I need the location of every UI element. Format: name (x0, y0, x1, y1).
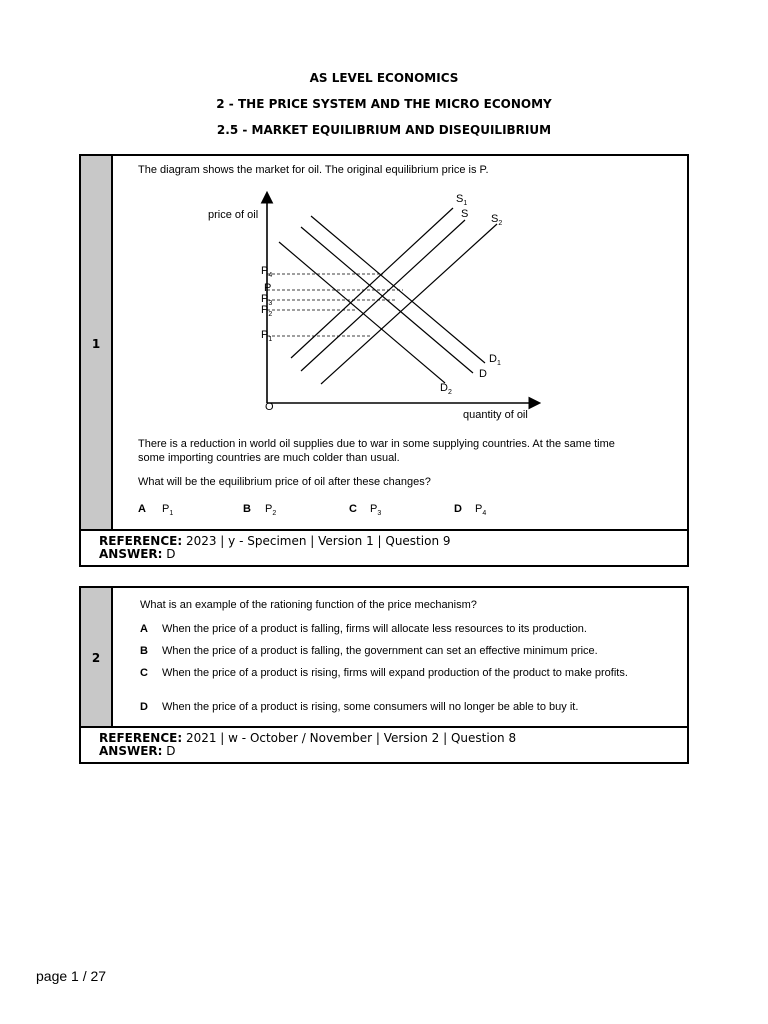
option-c-text: $P_3$ (370, 503, 382, 518)
option-a-letter: A (140, 623, 148, 635)
question-2-reference (81, 726, 687, 762)
demand-label-d1: $D_1$ (489, 353, 501, 368)
page-number: page 1 / 27 (36, 968, 107, 984)
question-number: 1 (81, 156, 113, 531)
answer-value: D (166, 744, 176, 758)
demand-curve-d1 (311, 216, 485, 363)
option-d-letter: D (454, 503, 462, 515)
origin-label: O (265, 401, 274, 413)
answer-label: ANSWER: (99, 744, 163, 758)
question-prompt: What is an example of the rationing function of the price mechanism? (140, 599, 477, 611)
supply-label-s1: $S_1$ (456, 193, 468, 208)
option-a-text: $P_1$ (162, 503, 174, 518)
supply-curve-s (301, 220, 465, 371)
doc-title: AS LEVEL ECONOMICS (309, 71, 459, 85)
option-a-text: When the price of a product is falling, firms will allocate less resources to its production. (162, 623, 587, 635)
question-text-line-2: some importing countries are much colder than usual. (138, 452, 400, 464)
option-c-letter: C (349, 503, 357, 515)
reference-value: 2023 | y - Specimen | Version 1 | Question 9 (185, 534, 451, 548)
question-prompt: What will be the equilibrium price of oil after these changes? (138, 476, 431, 488)
answer-value: D (166, 547, 176, 561)
question-intro: The diagram shows the market for oil. The original equilibrium price is P. (138, 164, 489, 176)
price-label-p3: $P_3$ (261, 293, 273, 308)
demand-curve-d2 (279, 242, 445, 383)
option-a-letter: A (138, 503, 146, 515)
question-1-content (113, 156, 687, 531)
question-2-content (113, 588, 687, 728)
option-b-letter: B (140, 645, 148, 657)
price-label-p4: $P_4$ (261, 265, 273, 280)
answer-label: ANSWER: (99, 547, 163, 561)
option-b-text: When the price of a product is falling, the government can set an effective minimum price. (162, 645, 598, 657)
question-text-line-1: There is a reduction in world oil supplies due to war in some supplying countries. At the same time (138, 438, 615, 450)
demand-curve-d (301, 227, 473, 373)
option-b-letter: B (243, 503, 251, 515)
question-1-reference (81, 529, 687, 565)
reference-label: REFERENCE: (99, 731, 183, 745)
topic-title: 2.5 - MARKET EQUILIBRIUM AND DISEQUILIBRIUM (216, 123, 552, 137)
option-b-text: $P_2$ (265, 503, 277, 518)
option-d-text: $P_4$ (475, 503, 487, 518)
option-d-letter: D (140, 701, 148, 713)
unit-title: 2 - THE PRICE SYSTEM AND THE MICRO ECONOMY (216, 97, 552, 111)
supply-label-s2: $S_2$ (491, 213, 503, 228)
option-d-text: When the price of a product is rising, some consumers will no longer be able to buy it. (162, 701, 579, 713)
price-label-p2: $P_2$ (261, 304, 273, 319)
question-1-box (79, 154, 689, 567)
question-2-box (79, 586, 689, 764)
option-c-text: When the price of a product is rising, firms will expand production of the product to make profits. (162, 667, 628, 679)
reference-value: 2021 | w - October / November | Version 2 | Question 8 (185, 731, 517, 745)
demand-label-d: D (479, 368, 487, 380)
option-c-letter: C (140, 667, 148, 679)
reference-label: REFERENCE: (99, 534, 183, 548)
y-axis-label: price of oil (208, 209, 259, 221)
demand-label-d2: $D_2$ (440, 382, 452, 397)
question-number: 2 (81, 588, 113, 728)
price-label-p1: $P_1$ (261, 329, 273, 344)
x-axis-label: quantity of oil (463, 409, 528, 421)
supply-label-s: S (461, 208, 469, 220)
price-label-p: P (264, 282, 272, 294)
